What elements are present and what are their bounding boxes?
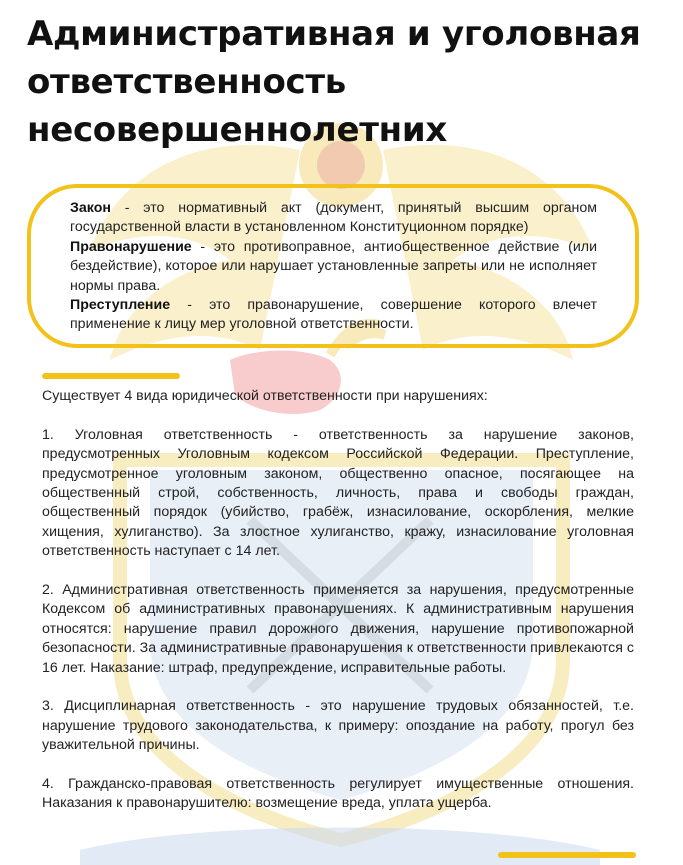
responsibility-types bbox=[42, 387, 634, 833]
type-civil: 4. Гражданско-правовая ответственность регулирует имущественные отношения. Наказания к правонарушителю: возмещение вреда, уплата ущерба. bbox=[42, 776, 634, 812]
definition-law bbox=[70, 199, 597, 238]
definition-term: Закон bbox=[70, 200, 111, 216]
type-criminal: 1. Уголовная ответственность - ответственность за нарушение законов, предусмотренных Уголовным кодексом Российской Федерации. Преступление, предусмотренное уголовным законом, общественно опасное, посягающее на общественный строй, собственность, личность, права и свободы граждан, общественный порядок (убийство, грабёж, изнасилование, оскорбления, мелкие хищения, хулиганство). За злостное хулиганство, кражу, изнасилование уголовная ответственность наступает с 14 лет. bbox=[42, 426, 634, 560]
type-administrative: 2. Административная ответственность применяется за нарушения, предусмотренные Кодексом об административных правонарушениях. К административным нарушения относятся: нарушение правил дорожного движения, нарушение противопожарной безопасности. За административные правонарушения к ответственности привлекаются с 16 лет. Наказание: штраф, предупреждение, исправительные работы. bbox=[42, 582, 634, 676]
accent-bar-top bbox=[42, 373, 180, 379]
definition-text: - это нормативный акт (документ, принятый высшим органом государственной власти в установленном Конституционном порядке) bbox=[70, 200, 597, 236]
definition-text: - это противоправное, антиобщественное действие (или бездействие), которое или нарушает установленные запреты или не исполняет нормы права. bbox=[70, 238, 597, 294]
page-title: Административная и уголовная ответственность несовершеннолетних bbox=[27, 14, 641, 150]
type-disciplinary: 3. Дисциплинарная ответственность - это нарушение трудовых обязанностей, т.е. нарушение трудового законодательства, к примеру: опоздание на работу, прогул без уважительной причины. bbox=[42, 698, 634, 754]
intro-paragraph: Существует 4 вида юридической ответственности при нарушениях: bbox=[42, 388, 488, 404]
definition-term: Правонарушение bbox=[70, 238, 192, 255]
definition-text: - это правонарушение, совершение которого влечет применение к лицу мер уголовной ответственности. bbox=[70, 297, 597, 333]
definition-term: Преступление bbox=[70, 297, 171, 314]
definition-crime bbox=[70, 296, 597, 335]
definitions-block bbox=[70, 199, 597, 335]
definition-offense bbox=[70, 238, 597, 296]
accent-bar-bottom bbox=[498, 852, 636, 858]
